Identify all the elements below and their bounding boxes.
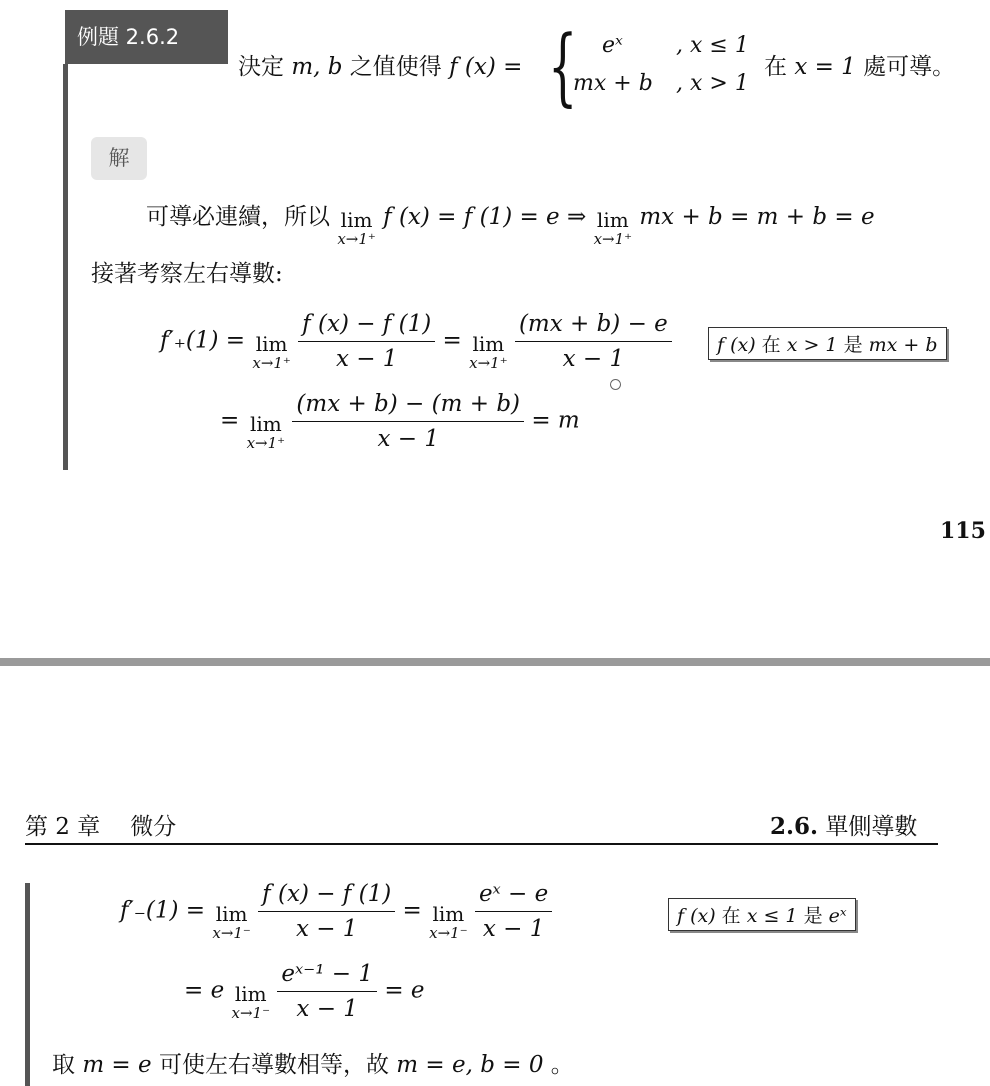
rd-line2-eq: = (220, 407, 240, 434)
rd-lim-2 (469, 333, 508, 371)
running-head-section (770, 808, 917, 841)
conclusion-a: 取 (52, 1052, 83, 1078)
rd-lim-1 (252, 333, 291, 371)
cursor-icon (610, 379, 621, 390)
case-1-cond: , x ≤ 1 (676, 33, 749, 58)
section-title: 單側導數 (825, 814, 918, 840)
lim-1-op: lim (340, 208, 373, 232)
lim-2-sub: x→1⁺ (593, 230, 633, 248)
rd-lim-1-sub: x→1⁺ (252, 353, 291, 372)
ld-lim-2 (429, 903, 468, 941)
rd-lim-1-op: lim (255, 331, 288, 356)
case-2-cond: , x > 1 (676, 71, 749, 96)
rd-frac-3-num: (mx + b) − (m + b) (292, 390, 524, 422)
lim-1 (337, 209, 376, 247)
ld-lim-3-sub: x→1⁻ (231, 1003, 271, 1022)
running-head-chapter (25, 808, 176, 841)
rd-note-cond: x > 1 (786, 334, 838, 356)
problem-statement (238, 48, 522, 81)
ld-result: = e (384, 977, 425, 1004)
rd-note-text2: 是 (837, 334, 869, 356)
ld-note-text2: 是 (797, 905, 829, 927)
rd-frac-2-den: x − 1 (562, 346, 625, 372)
ld-lim-3 (232, 983, 271, 1021)
ld-note-expr: eˣ (828, 905, 847, 927)
ld-lim-1-sub: x→1⁻ (212, 923, 251, 942)
example-label: 例題 2.6.2 (65, 10, 228, 64)
step1-expr1: f (x) = f (1) = e ⇒ (375, 204, 594, 230)
step-continuity (146, 198, 875, 247)
ld-lim-2-sub: x→1⁻ (429, 923, 468, 942)
rd-lim-3 (247, 413, 286, 451)
rd-frac-1-den: x − 1 (335, 346, 398, 372)
ld-lim-1 (212, 903, 251, 941)
ld-frac-1 (258, 880, 395, 943)
ld-frac-3-den: x − 1 (296, 996, 358, 1022)
conclusion-c: 可使左右導數相等，故 (151, 1052, 397, 1078)
example-left-bar (63, 64, 68, 470)
ld-lim-1-op: lim (215, 901, 248, 926)
rd-note-text: 在 (755, 334, 787, 356)
chapter-number: 第 2 章 (25, 814, 101, 840)
right-note-box (708, 327, 947, 360)
rd-note-expr: mx + b (868, 334, 938, 356)
case-2-expr: mx + b (573, 71, 653, 96)
continued-left-bar (25, 883, 30, 1086)
rd-frac-3 (292, 390, 524, 453)
chapter-title: 微分 (130, 814, 177, 840)
problem-suffix-var: x = 1 (794, 54, 856, 80)
rd-frac-2 (515, 310, 672, 373)
piecewise-brace: { (548, 17, 578, 115)
conclusion-b: m = e (82, 1052, 152, 1078)
ld-note-func: f (x) (677, 905, 716, 927)
rd-lim-3-sub: x→1⁺ (246, 433, 286, 452)
rd-lim-2-op: lim (472, 331, 505, 356)
problem-suffix (764, 48, 955, 81)
ld-eq: = (402, 897, 422, 924)
rd-frac-3-den: x − 1 (377, 426, 439, 452)
problem-suffix-a: 在 (764, 54, 795, 80)
rd-frac-2-num: (mx + b) − e (515, 310, 672, 342)
rd-note-func: f (x) (717, 334, 756, 356)
rd-lim-2-sub: x→1⁺ (469, 353, 508, 372)
conclusion (52, 1046, 574, 1079)
rd-lim-3-op: lim (249, 411, 282, 436)
ld-frac-2-num: eˣ − e (475, 880, 552, 912)
problem-func: f (x) = (449, 54, 523, 80)
problem-prefix: 決定 (238, 54, 292, 80)
rd-frac-1-num: f (x) − f (1) (298, 310, 435, 342)
ld-line2-lhs: = e (184, 977, 225, 1004)
right-derivative-line2 (220, 390, 580, 453)
page-number: 115 (940, 518, 986, 544)
step-consider: 接著考察左右導數: (91, 261, 283, 287)
left-note-box (668, 898, 856, 931)
problem-suffix-b: 處可導。 (855, 54, 956, 80)
conclusion-d: m = e, b = 0 (396, 1052, 544, 1078)
ld-frac-3 (277, 960, 377, 1023)
ld-frac-1-num: f (x) − f (1) (258, 880, 395, 912)
section-number: 2.6. (770, 813, 819, 840)
left-derivative-line2 (184, 960, 425, 1023)
ld-lhs: f′₋(1) = (120, 897, 206, 924)
step1-expr2: mx + b = m + b = e (632, 204, 875, 230)
lim-2-op: lim (596, 208, 629, 232)
right-derivative-line1 (160, 310, 672, 373)
case-1-expr: eˣ (602, 33, 623, 58)
ld-note-text: 在 (715, 905, 747, 927)
rd-eq: = (442, 327, 462, 354)
ld-frac-3-num: eˣ⁻¹ − 1 (277, 960, 377, 992)
running-head-rule (25, 843, 938, 845)
page-separator (0, 658, 990, 666)
ld-lim-3-op: lim (234, 981, 267, 1006)
ld-lim-2-op: lim (432, 901, 465, 926)
rd-result: = m (531, 407, 580, 434)
lim-2 (594, 209, 633, 247)
lim-1-sub: x→1⁺ (337, 230, 376, 248)
rd-frac-1 (298, 310, 435, 373)
problem-vars: m, b (291, 54, 343, 80)
ld-frac-2 (475, 880, 552, 943)
ld-frac-1-den: x − 1 (295, 916, 358, 942)
rd-lhs: f′₊(1) = (160, 327, 246, 354)
solution-badge: 解 (91, 137, 147, 180)
problem-middle: 之值使得 (342, 54, 450, 80)
ld-note-cond: x ≤ 1 (746, 905, 798, 927)
left-derivative-line1 (120, 880, 552, 943)
conclusion-e: 。 (543, 1052, 574, 1078)
step1-text: 可導必連續，所以 (146, 204, 338, 230)
ld-frac-2-den: x − 1 (482, 916, 545, 942)
